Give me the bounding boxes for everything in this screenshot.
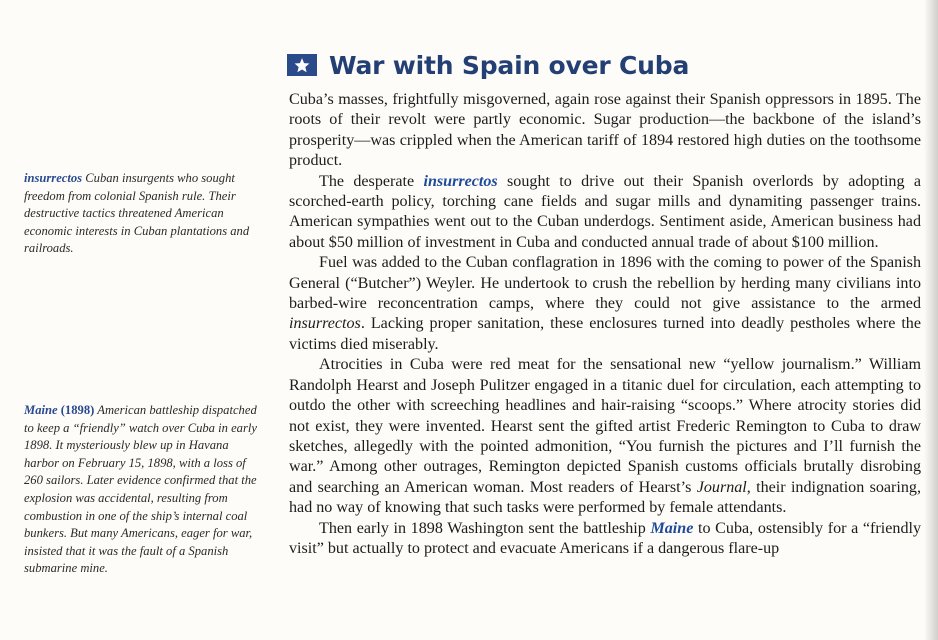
margin-note-insurrectos	[24, 170, 260, 258]
paragraph-text: . Lacking proper sanitation, these enclosures turned into deadly pestholes where the victims died miserably.	[289, 315, 921, 353]
paragraph-text: Atrocities in Cuba were red meat for the sensational new “yellow journalism.” William Randolph Hearst and Joseph Pulitzer engaged in a titanic duel for circulation, each attempting to outdo the other with screeching headlines and hair-raising “scoops.” Where atrocity stories did not exist, they were invented. Hearst sent the gifted artist Frederic Remington to Cuba to draw sketches, allegedly with the pointed admonition, “You furnish the pictures and I’ll furnish the war.” Among other outrages, Remington depicted Spanish customs officials brutally disrobing and searching an American woman. Most readers of Hearst’s	[289, 356, 921, 496]
margin-note-text: Cuban insurgents who sought freedom from colonial Spanish rule. Their destructive tactics threatened American economic interests in Cuban plantations and railroads.	[24, 171, 250, 256]
paragraph	[289, 172, 921, 254]
paragraph	[289, 519, 921, 560]
paragraph	[289, 253, 921, 355]
margin-note-text: American battleship dispatched to keep a “friendly” watch over Cuba in early 1898. It mysteriously blew up in Havana harbor on February 15, 1898, with a loss of 260 sailors. Later evidence confirmed that the explosion was accidental, resulting from combustion in one of the ship’s internal coal bunkers. But many Americans, eager for war, insisted that it was the fault of a Spanish submarine mine.	[24, 403, 257, 576]
section-title: War with Spain over Cuba	[329, 50, 690, 80]
paragraph-text: Fuel was added to the Cuban conflagration in 1896 with the coming to power of the Spanish General (“Butcher”) Weyler. He undertook to crush the rebellion by herding many civilians into barbed-wire reconcentration camps, where they could not give assistance to the armed	[289, 254, 921, 313]
margin-note-year: (1898)	[57, 403, 95, 417]
italic-term: insurrectos	[289, 315, 361, 333]
paragraph-text: to Cuba, ostensibly for a “friendly visit” but actually to protect and evacuate Americans if a dangerous flare-up	[289, 519, 922, 557]
body-text	[289, 90, 921, 559]
paragraph-text: Then early in 1898 Washington sent the battleship	[319, 519, 651, 537]
section-heading	[287, 50, 689, 80]
paragraph	[289, 355, 921, 518]
paragraph-text: The desperate	[319, 172, 424, 190]
italic-title: Journal	[696, 478, 747, 496]
margin-note-maine	[24, 402, 260, 578]
paragraph	[289, 90, 921, 172]
paragraph-text: Cuba’s masses, frightfully misgoverned, again rose against their Spanish oppressors in 1895. The roots of their revolt were partly economic. Sugar production—the backbone of the island’s prosperity—was crippled when the American tariff of 1894 restored high duties on the toothsome product.	[289, 91, 921, 170]
key-term-maine: Maine	[650, 519, 694, 537]
paragraph-text: sought to drive out their Spanish overlords by adopting a scorched-earth policy, torching cane fields and sugar mills and dynamiting passenger trains. American sympathies went out to the Cuban underdogs. Sentiment aside, American business had about $50 million of investment in Cuba and conducted annual trade of about $100 million.	[289, 172, 922, 251]
page-gutter-shadow	[924, 0, 938, 640]
key-term-insurrectos: insurrectos	[423, 172, 498, 190]
paragraph-text: , their indignation soaring, had no way of knowing that such tasks were performed by female attendants.	[289, 478, 921, 517]
margin-note-term: insurrectos	[24, 171, 83, 185]
margin-note-term: Maine	[24, 403, 58, 417]
star-icon	[287, 54, 317, 76]
